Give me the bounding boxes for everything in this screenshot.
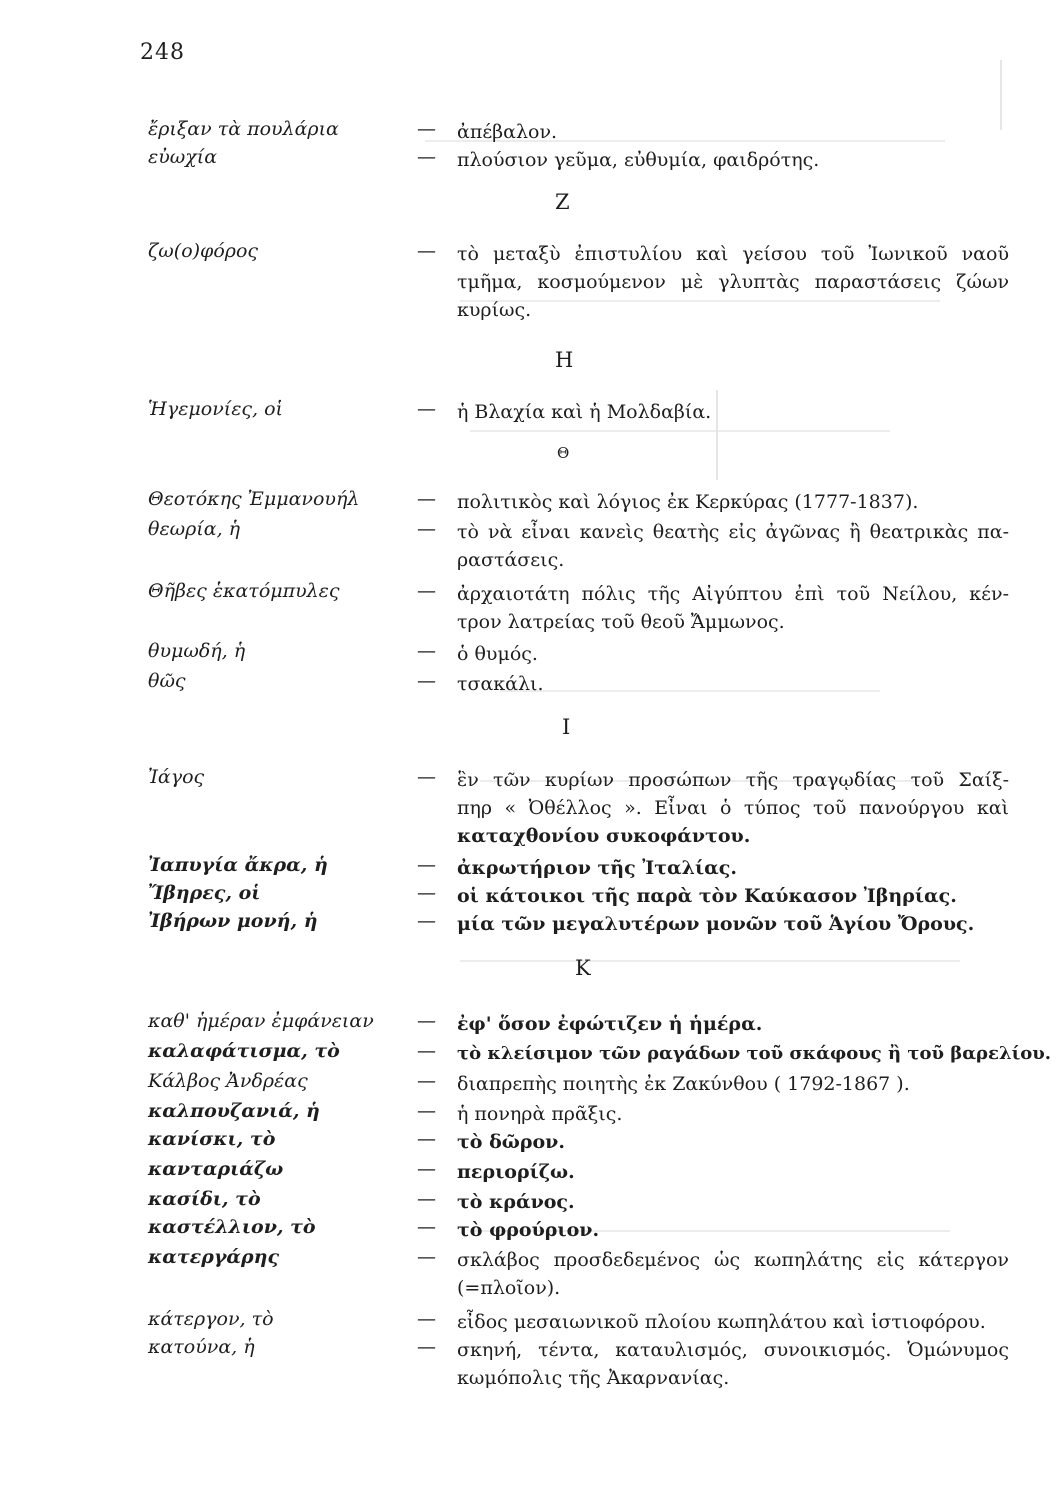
entry-definition <box>457 1100 1009 1128</box>
definition-line: διαπρεπὴς ποιητὴς ἐκ Ζακύνθου ( 1792-1867 ). <box>457 1073 910 1095</box>
definition-line: καταχθονίου συκοφάντου. <box>457 825 751 847</box>
entry-term: θυμωδή, ἡ <box>148 640 246 662</box>
entry-dash: — <box>417 910 436 932</box>
definition-line: τρον λατρείας τοῦ θεοῦ Ἄμμωνος. <box>457 611 785 633</box>
entry-dash: — <box>417 1188 436 1210</box>
entry-term: θεωρία, ἡ <box>148 518 241 540</box>
entry-definition <box>457 1070 1009 1098</box>
entry-dash: — <box>417 1216 436 1238</box>
definition-line: ἡ Βλαχία καὶ ἡ Μολδαβία. <box>457 401 712 423</box>
definition-line: ἡ πονηρὰ πρᾶξις. <box>457 1103 623 1125</box>
entry-term: κατούνα, ἡ <box>148 1336 255 1358</box>
entry-definition <box>457 854 1009 882</box>
bleed-through-line <box>470 430 890 432</box>
entry-term: Θῆβες ἑκατόμπυλες <box>148 580 340 602</box>
entry-dash: — <box>417 854 436 876</box>
entry-dash: — <box>417 240 436 262</box>
entry-dash: — <box>417 1010 436 1032</box>
entry-dash: — <box>417 1336 436 1358</box>
bleed-through-line <box>460 960 960 962</box>
definition-line: ἐφ' ὅσον ἐφώτιζεν ἡ ἡμέρα. <box>457 1013 763 1035</box>
definition-line: σκλάβος προσδεδεμένος ὡς κωπηλάτης εἰς κάτεργον <box>457 1249 1009 1271</box>
entry-term: Θεοτόκης Ἐμμανουήλ <box>148 488 360 510</box>
entry-term: Ἴβηρες, οἱ <box>148 882 261 904</box>
entry-dash: — <box>417 1070 436 1092</box>
entry-term: κασίδι, τὸ <box>148 1188 261 1210</box>
entry-term: Ἰβήρων μονή, ἡ <box>148 910 318 932</box>
definition-line: κυρίως. <box>457 299 532 321</box>
definition-line: (=πλοῖον). <box>457 1277 561 1299</box>
entry-definition <box>457 670 1009 698</box>
entry-dash: — <box>417 766 436 788</box>
definition-line: περιορίζω. <box>457 1161 575 1183</box>
entry-dash: — <box>417 1308 436 1330</box>
definition-line: τὸ κράνος. <box>457 1191 575 1213</box>
entry-definition <box>457 488 1009 516</box>
entry-term: Ἰάγος <box>148 766 205 788</box>
entry-term: θῶς <box>148 670 186 692</box>
entry-term: ζω(ο)φόρος <box>148 240 259 262</box>
definition-line: οἱ κάτοικοι τῆς παρὰ τὸν Καύκασον Ἰβηρίας. <box>457 885 957 907</box>
definition-line: πηρ « Ὀθέλλος ». Εἶναι ὁ τύπος τοῦ πανούργου καὶ <box>457 797 1009 819</box>
section-letter-theta: Θ <box>557 444 570 462</box>
definition-line: ὁ θυμός. <box>457 643 538 665</box>
definition-line: τὸ μεταξὺ ἐπιστυλίου καὶ γείσου τοῦ Ἰωνικοῦ ναοῦ <box>457 243 1009 265</box>
entry-term: καστέλλιον, τὸ <box>148 1216 316 1238</box>
definition-line: ἀκρωτήριον τῆς Ἰταλίας. <box>457 857 737 879</box>
entry-dash: — <box>417 640 436 662</box>
entry-term: καθ' ἡμέραν ἐμφάνειαν <box>148 1010 374 1032</box>
entry-dash: — <box>417 1246 436 1268</box>
section-letter-eta: Η <box>555 348 574 372</box>
definition-line: τμῆμα, κοσμούμενον μὲ γλυπτὰς παραστάσεις ζώων <box>457 271 1009 293</box>
entry-definition <box>457 1308 1009 1336</box>
entry-dash: — <box>417 398 436 420</box>
entry-dash: — <box>417 580 436 602</box>
entry-definition <box>457 518 1009 574</box>
entry-term: Κάλβος Ἀνδρέας <box>148 1070 308 1092</box>
section-letter-kappa: Κ <box>575 956 591 980</box>
entry-dash: — <box>417 1040 436 1062</box>
entry-definition <box>457 910 1009 938</box>
entry-term: κάτεργον, τὸ <box>148 1308 274 1330</box>
entry-dash: — <box>417 670 436 692</box>
definition-line: ἀπέβαλον. <box>457 121 558 143</box>
entry-term: κανταριάζω <box>148 1158 284 1180</box>
entry-term: Ἡγεμονίες, οἱ <box>148 398 283 420</box>
definition-line: εἶδος μεσαιωνικοῦ πλοίου κωπηλάτου καὶ ἱστιοφόρου. <box>457 1311 986 1333</box>
definition-line: τὸ δῶρον. <box>457 1131 565 1153</box>
entry-definition <box>457 766 1009 850</box>
definition-line: σκηνή, τέντα, καταυλισμός, συνοικισμός. Ὁμώνυμος <box>457 1339 1009 1361</box>
entry-dash: — <box>417 1128 436 1150</box>
entry-term: κανίσκι, τὸ <box>148 1128 276 1150</box>
entry-definition <box>457 1216 1009 1244</box>
entry-definition <box>457 398 1009 426</box>
entry-definition <box>457 1336 1009 1392</box>
page-number: 248 <box>140 40 185 65</box>
entry-definition <box>457 1188 1009 1216</box>
definition-line: ἓν τῶν κυρίων προσώπων τῆς τραγῳδίας τοῦ Σαίξ- <box>457 769 1009 791</box>
entry-definition <box>457 240 1009 324</box>
definition-line: πολιτικὸς καὶ λόγιος ἐκ Κερκύρας (1777-1837). <box>457 491 919 513</box>
entry-definition <box>457 1040 1052 1068</box>
definition-line: τσακάλι. <box>457 673 544 695</box>
definition-line: τὸ κλείσιμον τῶν ραγάδων τοῦ σκάφους ἢ τοῦ βαρελίου. <box>457 1043 1052 1064</box>
entry-dash: — <box>417 518 436 540</box>
entry-dash: — <box>417 118 436 140</box>
entry-dash: — <box>417 1158 436 1180</box>
entry-term: ἔριξαν τὰ πουλάρια <box>148 118 339 140</box>
definition-line: κωμόπολις τῆς Ἀκαρνανίας. <box>457 1367 730 1389</box>
entry-definition <box>457 640 1009 668</box>
section-letter-zeta: Ζ <box>555 190 570 214</box>
definition-line: τὸ φρούριον. <box>457 1219 600 1241</box>
definition-line: ραστάσεις. <box>457 549 565 571</box>
entry-term: εὐωχία <box>148 146 218 168</box>
entry-definition <box>457 1158 1009 1186</box>
definition-line: μία τῶν μεγαλυτέρων μονῶν τοῦ Ἁγίου Ὄρους. <box>457 913 975 935</box>
entry-dash: — <box>417 488 436 510</box>
definition-line: ἀρχαιοτάτη πόλις τῆς Αἰγύπτου ἐπὶ τοῦ Νείλου, κέν- <box>457 583 1009 605</box>
section-letter-iota: Ι <box>562 715 571 739</box>
definition-line: τὸ νὰ εἶναι κανεὶς θεατὴς εἰς ἀγῶνας ἢ θεατρικὰς πα- <box>457 521 1009 543</box>
entry-term: καλαφάτισμα, τὸ <box>148 1040 340 1062</box>
entry-definition <box>457 1010 1009 1038</box>
entry-definition <box>457 118 1009 146</box>
entry-definition <box>457 1246 1009 1302</box>
entry-definition <box>457 146 1009 174</box>
entry-term: Ἰαπυγία ἄκρα, ἡ <box>148 854 328 876</box>
entry-definition <box>457 1128 1009 1156</box>
definition-line: πλούσιον γεῦμα, εὐθυμία, φαιδρότης. <box>457 149 820 171</box>
entry-dash: — <box>417 1100 436 1122</box>
entry-dash: — <box>417 882 436 904</box>
entry-dash: — <box>417 146 436 168</box>
entry-term: κατεργάρης <box>148 1246 280 1268</box>
entry-definition <box>457 882 1009 910</box>
entry-definition <box>457 580 1009 636</box>
entry-term: καλπουζανιά, ἡ <box>148 1100 320 1122</box>
